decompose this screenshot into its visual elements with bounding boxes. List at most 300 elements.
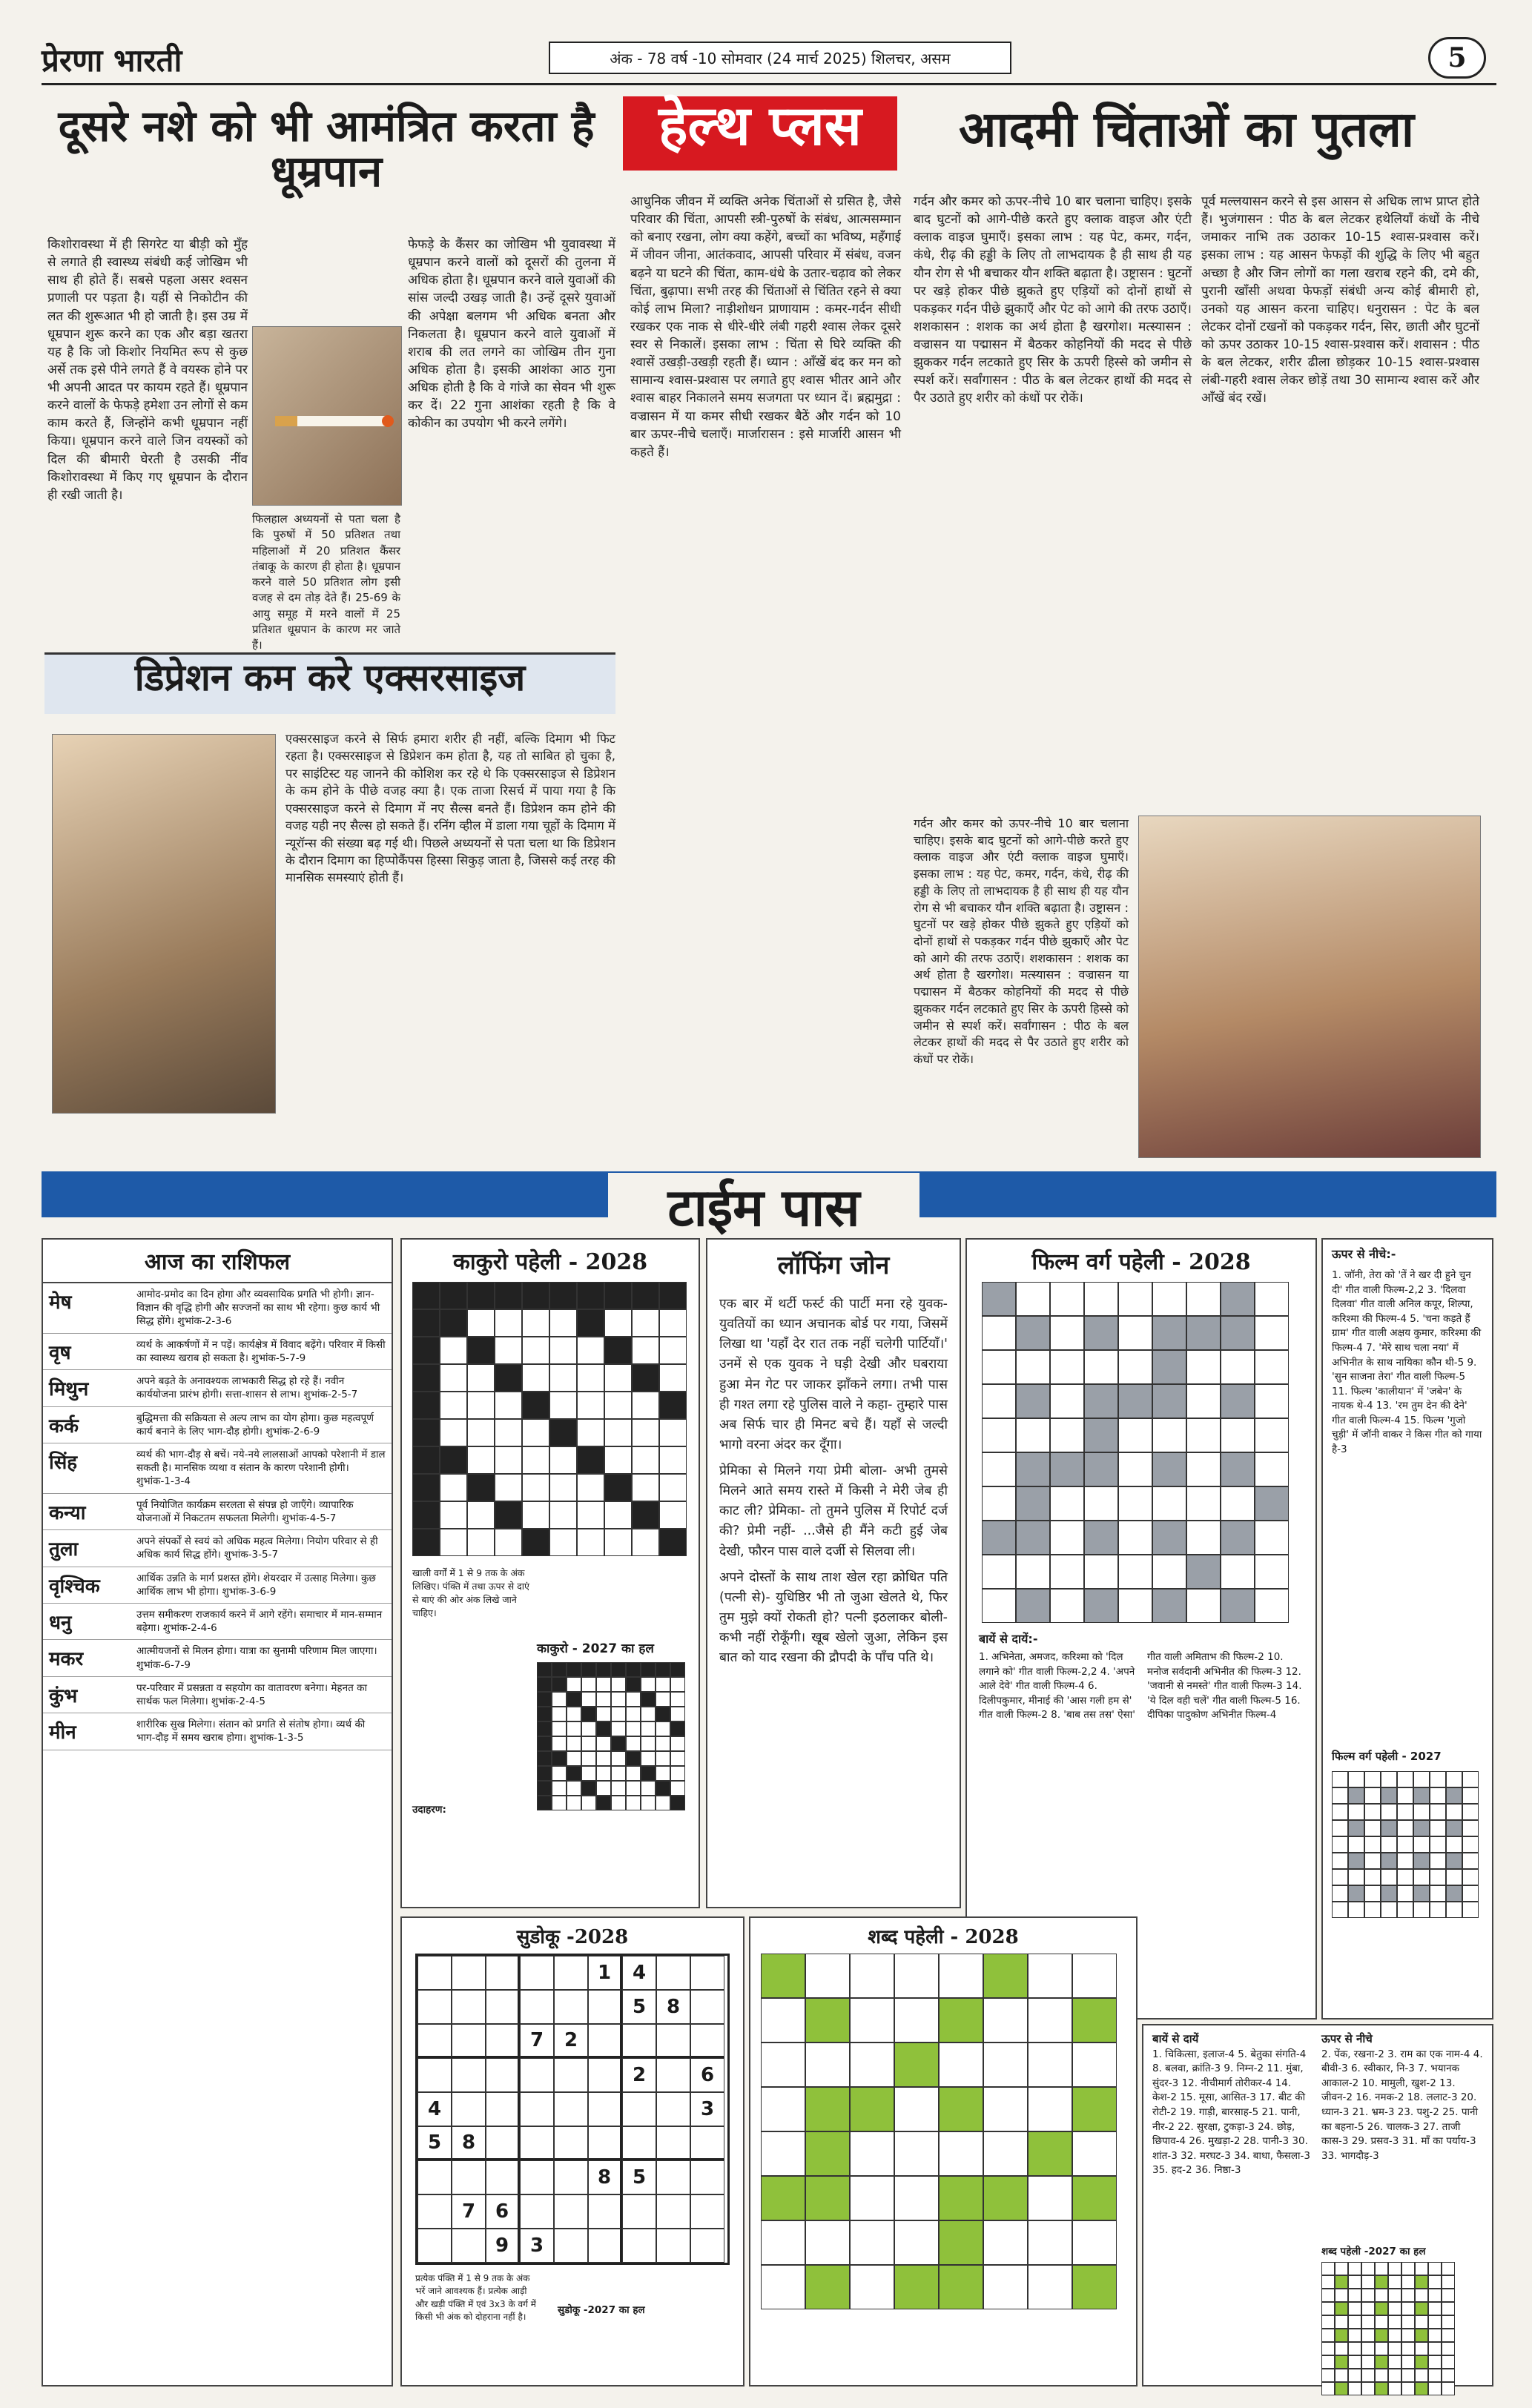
grid-cell[interactable] [761,1998,805,2042]
sudoku-cell[interactable]: 9 [486,2229,520,2263]
grid-cell[interactable] [1335,2289,1348,2302]
grid-cell[interactable] [1152,1521,1186,1555]
grid-cell[interactable] [983,2131,1028,2176]
kakuro-grid[interactable] [412,1282,688,1556]
grid-cell[interactable] [1442,2262,1455,2275]
grid-cell[interactable] [1401,2315,1415,2329]
grid-cell[interactable] [1221,1521,1255,1555]
grid-cell[interactable] [850,2220,894,2265]
grid-cell[interactable] [656,1736,670,1751]
grid-cell[interactable] [1413,1902,1430,1918]
grid-cell[interactable] [467,1501,495,1529]
grid-cell[interactable] [1364,1820,1381,1836]
grid-cell[interactable] [1381,1804,1397,1820]
grid-cell[interactable] [552,1721,567,1736]
grid-cell[interactable] [1375,2302,1388,2315]
grid-cell[interactable] [567,1751,581,1766]
grid-cell[interactable] [1221,1486,1255,1521]
grid-cell[interactable] [761,2176,805,2220]
grid-cell[interactable] [1348,1804,1364,1820]
grid-cell[interactable] [1016,1452,1050,1486]
grid-cell[interactable] [611,1736,626,1751]
grid-cell[interactable] [1186,1589,1221,1623]
grid-cell[interactable] [581,1736,596,1751]
grid-cell[interactable] [1413,1820,1430,1836]
grid-cell[interactable] [632,1309,659,1337]
grid-cell[interactable] [537,1796,552,1810]
grid-cell[interactable] [1028,2220,1072,2265]
grid-cell[interactable] [1413,1869,1430,1885]
grid-cell[interactable] [1375,2329,1388,2342]
grid-cell[interactable] [1016,1418,1050,1452]
sudoku-cell[interactable] [486,1990,520,2024]
grid-cell[interactable] [1415,2342,1428,2355]
grid-cell[interactable] [626,1781,641,1796]
grid-cell[interactable] [467,1364,495,1392]
grid-cell[interactable] [412,1474,440,1501]
grid-cell[interactable] [656,1766,670,1781]
grid-cell[interactable] [1388,2382,1401,2395]
grid-cell[interactable] [670,1751,685,1766]
grid-cell[interactable] [1050,1589,1084,1623]
grid-cell[interactable] [761,2265,805,2309]
grid-cell[interactable] [549,1364,577,1392]
grid-cell[interactable] [1050,1452,1084,1486]
grid-cell[interactable] [522,1529,549,1556]
grid-cell[interactable] [1428,2275,1442,2289]
grid-cell[interactable] [1050,1384,1084,1418]
grid-cell[interactable] [549,1392,577,1419]
grid-cell[interactable] [1016,1350,1050,1384]
grid-cell[interactable] [611,1751,626,1766]
grid-cell[interactable] [1072,1998,1117,2042]
grid-cell[interactable] [939,2176,983,2220]
grid-cell[interactable] [1413,1787,1430,1804]
grid-cell[interactable] [761,2087,805,2131]
grid-cell[interactable] [659,1446,687,1474]
grid-cell[interactable] [1335,2302,1348,2315]
grid-cell[interactable] [1332,1804,1348,1820]
grid-cell[interactable] [1221,1316,1255,1350]
grid-cell[interactable] [577,1364,604,1392]
grid-cell[interactable] [552,1781,567,1796]
grid-cell[interactable] [1118,1521,1152,1555]
grid-cell[interactable] [522,1337,549,1364]
sudoku-cell[interactable] [486,2058,520,2092]
grid-cell[interactable] [495,1529,522,1556]
sudoku-cell[interactable] [554,1956,588,1990]
grid-cell[interactable] [1401,2275,1415,2289]
grid-cell[interactable] [1335,2382,1348,2395]
sudoku-cell[interactable]: 2 [622,2058,656,2092]
sudoku-cell[interactable] [622,2092,656,2126]
grid-cell[interactable] [1332,1902,1348,1918]
grid-cell[interactable] [549,1337,577,1364]
grid-cell[interactable] [894,2220,939,2265]
grid-cell[interactable] [850,2265,894,2309]
grid-cell[interactable] [522,1446,549,1474]
grid-cell[interactable] [983,2042,1028,2087]
grid-cell[interactable] [1401,2382,1415,2395]
grid-cell[interactable] [1255,1350,1289,1384]
grid-cell[interactable] [1084,1589,1118,1623]
grid-cell[interactable] [626,1796,641,1810]
grid-cell[interactable] [1413,1771,1430,1787]
sudoku-grid[interactable] [415,1954,730,2265]
grid-cell[interactable] [1401,2355,1415,2369]
grid-cell[interactable] [1430,1869,1446,1885]
grid-cell[interactable] [1364,1804,1381,1820]
grid-cell[interactable] [1152,1589,1186,1623]
grid-cell[interactable] [1348,2369,1361,2382]
grid-cell[interactable] [567,1736,581,1751]
grid-cell[interactable] [805,2176,850,2220]
grid-cell[interactable] [894,2176,939,2220]
grid-cell[interactable] [1335,2369,1348,2382]
grid-cell[interactable] [1321,2329,1335,2342]
sudoku-cell[interactable] [588,2024,622,2058]
grid-cell[interactable] [412,1364,440,1392]
grid-cell[interactable] [1186,1452,1221,1486]
grid-cell[interactable] [1348,1771,1364,1787]
grid-cell[interactable] [1381,1771,1397,1787]
grid-cell[interactable] [656,1721,670,1736]
grid-cell[interactable] [522,1392,549,1419]
grid-cell[interactable] [641,1692,656,1707]
grid-cell[interactable] [1221,1418,1255,1452]
grid-cell[interactable] [659,1392,687,1419]
grid-cell[interactable] [632,1529,659,1556]
grid-cell[interactable] [1186,1316,1221,1350]
grid-cell[interactable] [1415,2275,1428,2289]
sudoku-cell[interactable] [588,2126,622,2160]
grid-cell[interactable] [1348,1787,1364,1804]
grid-cell[interactable] [659,1282,687,1309]
sudoku-cell[interactable] [486,1956,520,1990]
grid-cell[interactable] [1430,1836,1446,1853]
sudoku-cell[interactable]: 8 [656,1990,690,2024]
grid-cell[interactable] [440,1392,467,1419]
sudoku-cell[interactable] [417,2160,452,2194]
sudoku-cell[interactable] [656,2058,690,2092]
grid-cell[interactable] [1375,2275,1388,2289]
grid-cell[interactable] [1118,1350,1152,1384]
grid-cell[interactable] [641,1707,656,1721]
grid-cell[interactable] [1348,2275,1361,2289]
grid-cell[interactable] [632,1337,659,1364]
grid-cell[interactable] [1397,1853,1413,1869]
grid-cell[interactable] [596,1721,611,1736]
sudoku-cell[interactable] [588,2229,622,2263]
grid-cell[interactable] [549,1474,577,1501]
grid-cell[interactable] [412,1446,440,1474]
sudoku-cell[interactable] [417,2058,452,2092]
grid-cell[interactable] [581,1707,596,1721]
grid-cell[interactable] [549,1446,577,1474]
grid-cell[interactable] [659,1309,687,1337]
grid-cell[interactable] [805,2042,850,2087]
grid-cell[interactable] [1152,1384,1186,1418]
grid-cell[interactable] [611,1692,626,1707]
grid-cell[interactable] [850,1954,894,1998]
grid-cell[interactable] [537,1677,552,1692]
grid-cell[interactable] [577,1529,604,1556]
sudoku-cell[interactable] [656,2160,690,2194]
grid-cell[interactable] [1401,2262,1415,2275]
grid-cell[interactable] [1255,1282,1289,1316]
grid-cell[interactable] [982,1384,1016,1418]
grid-cell[interactable] [577,1282,604,1309]
sudoku-cell[interactable] [656,2194,690,2229]
grid-cell[interactable] [894,2265,939,2309]
sudoku-cell[interactable] [588,2058,622,2092]
grid-cell[interactable] [1446,1853,1462,1869]
grid-cell[interactable] [596,1662,611,1677]
grid-cell[interactable] [467,1474,495,1501]
grid-cell[interactable] [670,1721,685,1736]
grid-cell[interactable] [537,1721,552,1736]
grid-cell[interactable] [1118,1452,1152,1486]
sudoku-cell[interactable] [554,2160,588,2194]
grid-cell[interactable] [1028,2176,1072,2220]
grid-cell[interactable] [1050,1350,1084,1384]
sudoku-cell[interactable] [656,2126,690,2160]
grid-cell[interactable] [1348,1902,1364,1918]
grid-cell[interactable] [1348,1853,1364,1869]
grid-cell[interactable] [670,1692,685,1707]
grid-cell[interactable] [412,1392,440,1419]
sudoku-cell[interactable]: 2 [554,2024,588,2058]
grid-cell[interactable] [1415,2315,1428,2329]
grid-cell[interactable] [1332,1869,1348,1885]
grid-cell[interactable] [495,1337,522,1364]
grid-cell[interactable] [412,1309,440,1337]
grid-cell[interactable] [1462,1853,1479,1869]
grid-cell[interactable] [611,1677,626,1692]
grid-cell[interactable] [1072,2087,1117,2131]
sudoku-cell[interactable] [452,2092,486,2126]
grid-cell[interactable] [1442,2275,1455,2289]
grid-cell[interactable] [537,1707,552,1721]
grid-cell[interactable] [1348,1869,1364,1885]
grid-cell[interactable] [1332,1771,1348,1787]
grid-cell[interactable] [1415,2289,1428,2302]
grid-cell[interactable] [581,1796,596,1810]
grid-cell[interactable] [983,2220,1028,2265]
grid-cell[interactable] [1084,1316,1118,1350]
grid-cell[interactable] [670,1796,685,1810]
sudoku-cell[interactable] [656,2024,690,2058]
grid-cell[interactable] [1361,2275,1375,2289]
grid-cell[interactable] [1401,2369,1415,2382]
grid-cell[interactable] [939,1998,983,2042]
grid-cell[interactable] [850,2042,894,2087]
grid-cell[interactable] [1321,2382,1335,2395]
grid-cell[interactable] [805,2220,850,2265]
grid-cell[interactable] [1072,2176,1117,2220]
grid-cell[interactable] [1186,1418,1221,1452]
grid-cell[interactable] [1221,1452,1255,1486]
grid-cell[interactable] [596,1692,611,1707]
grid-cell[interactable] [1446,1836,1462,1853]
grid-cell[interactable] [1348,2262,1361,2275]
grid-cell[interactable] [1428,2262,1442,2275]
grid-cell[interactable] [1428,2329,1442,2342]
grid-cell[interactable] [894,1954,939,1998]
grid-cell[interactable] [1084,1418,1118,1452]
grid-cell[interactable] [596,1781,611,1796]
grid-cell[interactable] [1084,1486,1118,1521]
grid-cell[interactable] [659,1337,687,1364]
grid-cell[interactable] [659,1364,687,1392]
grid-cell[interactable] [1321,2369,1335,2382]
grid-cell[interactable] [604,1474,632,1501]
grid-cell[interactable] [1428,2315,1442,2329]
grid-cell[interactable] [1332,1836,1348,1853]
grid-cell[interactable] [1050,1521,1084,1555]
grid-cell[interactable] [626,1677,641,1692]
grid-cell[interactable] [1428,2382,1442,2395]
grid-cell[interactable] [656,1751,670,1766]
grid-cell[interactable] [1428,2289,1442,2302]
grid-cell[interactable] [581,1751,596,1766]
grid-cell[interactable] [1430,1787,1446,1804]
grid-cell[interactable] [1397,1836,1413,1853]
sudoku-cell[interactable]: 3 [520,2229,554,2263]
grid-cell[interactable] [467,1529,495,1556]
grid-cell[interactable] [626,1721,641,1736]
grid-cell[interactable] [1397,1771,1413,1787]
grid-cell[interactable] [626,1736,641,1751]
grid-cell[interactable] [982,1418,1016,1452]
grid-cell[interactable] [1084,1555,1118,1589]
grid-cell[interactable] [1255,1521,1289,1555]
grid-cell[interactable] [1430,1771,1446,1787]
sudoku-cell[interactable] [622,2024,656,2058]
grid-cell[interactable] [537,1692,552,1707]
grid-cell[interactable] [440,1309,467,1337]
sudoku-cell[interactable] [520,2194,554,2229]
sudoku-cell[interactable] [554,2092,588,2126]
grid-cell[interactable] [495,1309,522,1337]
grid-cell[interactable] [1430,1820,1446,1836]
grid-cell[interactable] [1084,1452,1118,1486]
grid-cell[interactable] [567,1721,581,1736]
grid-cell[interactable] [670,1781,685,1796]
grid-cell[interactable] [577,1392,604,1419]
grid-cell[interactable] [1016,1384,1050,1418]
grid-cell[interactable] [604,1282,632,1309]
grid-cell[interactable] [982,1589,1016,1623]
grid-cell[interactable] [467,1392,495,1419]
grid-cell[interactable] [632,1419,659,1446]
grid-cell[interactable] [632,1282,659,1309]
grid-cell[interactable] [1375,2342,1388,2355]
grid-cell[interactable] [1381,1787,1397,1804]
grid-cell[interactable] [1348,2315,1361,2329]
grid-cell[interactable] [1361,2342,1375,2355]
grid-cell[interactable] [1321,2289,1335,2302]
grid-cell[interactable] [1375,2315,1388,2329]
grid-cell[interactable] [983,2087,1028,2131]
grid-cell[interactable] [611,1796,626,1810]
grid-cell[interactable] [656,1692,670,1707]
grid-cell[interactable] [659,1474,687,1501]
grid-cell[interactable] [567,1662,581,1677]
grid-cell[interactable] [440,1282,467,1309]
grid-cell[interactable] [1361,2329,1375,2342]
grid-cell[interactable] [1332,1885,1348,1902]
grid-cell[interactable] [626,1751,641,1766]
sudoku-cell[interactable] [486,2092,520,2126]
grid-cell[interactable] [1072,2220,1117,2265]
shabd-puzzle-grid[interactable] [761,1954,1126,2309]
grid-cell[interactable] [1335,2262,1348,2275]
grid-cell[interactable] [1388,2275,1401,2289]
grid-cell[interactable] [1348,1836,1364,1853]
grid-cell[interactable] [1462,1836,1479,1853]
sudoku-cell[interactable] [417,2229,452,2263]
grid-cell[interactable] [1050,1555,1084,1589]
grid-cell[interactable] [604,1501,632,1529]
grid-cell[interactable] [1446,1885,1462,1902]
sudoku-cell[interactable] [452,2229,486,2263]
grid-cell[interactable] [1462,1787,1479,1804]
grid-cell[interactable] [604,1419,632,1446]
grid-cell[interactable] [805,2265,850,2309]
grid-cell[interactable] [1028,2087,1072,2131]
grid-cell[interactable] [1348,2302,1361,2315]
grid-cell[interactable] [440,1446,467,1474]
grid-cell[interactable] [1397,1787,1413,1804]
grid-cell[interactable] [596,1677,611,1692]
sudoku-cell[interactable] [520,2092,554,2126]
grid-cell[interactable] [1361,2382,1375,2395]
grid-cell[interactable] [567,1781,581,1796]
sudoku-cell[interactable] [417,2024,452,2058]
grid-cell[interactable] [1462,1804,1479,1820]
grid-cell[interactable] [1361,2262,1375,2275]
grid-cell[interactable] [1361,2355,1375,2369]
grid-cell[interactable] [581,1781,596,1796]
grid-cell[interactable] [1415,2329,1428,2342]
grid-cell[interactable] [522,1474,549,1501]
grid-cell[interactable] [1413,1804,1430,1820]
grid-cell[interactable] [495,1446,522,1474]
grid-cell[interactable] [467,1337,495,1364]
sudoku-cell[interactable] [622,2229,656,2263]
grid-cell[interactable] [1375,2369,1388,2382]
grid-cell[interactable] [549,1419,577,1446]
grid-cell[interactable] [1186,1521,1221,1555]
grid-cell[interactable] [522,1501,549,1529]
grid-cell[interactable] [1462,1902,1479,1918]
grid-cell[interactable] [467,1282,495,1309]
grid-cell[interactable] [1255,1384,1289,1418]
grid-cell[interactable] [982,1555,1016,1589]
sudoku-cell[interactable] [452,1956,486,1990]
grid-cell[interactable] [1072,1954,1117,1998]
grid-cell[interactable] [1397,1885,1413,1902]
grid-cell[interactable] [1221,1555,1255,1589]
grid-cell[interactable] [440,1501,467,1529]
grid-cell[interactable] [1375,2289,1388,2302]
grid-cell[interactable] [626,1662,641,1677]
grid-cell[interactable] [581,1662,596,1677]
grid-cell[interactable] [1084,1521,1118,1555]
grid-cell[interactable] [1375,2262,1388,2275]
grid-cell[interactable] [670,1736,685,1751]
